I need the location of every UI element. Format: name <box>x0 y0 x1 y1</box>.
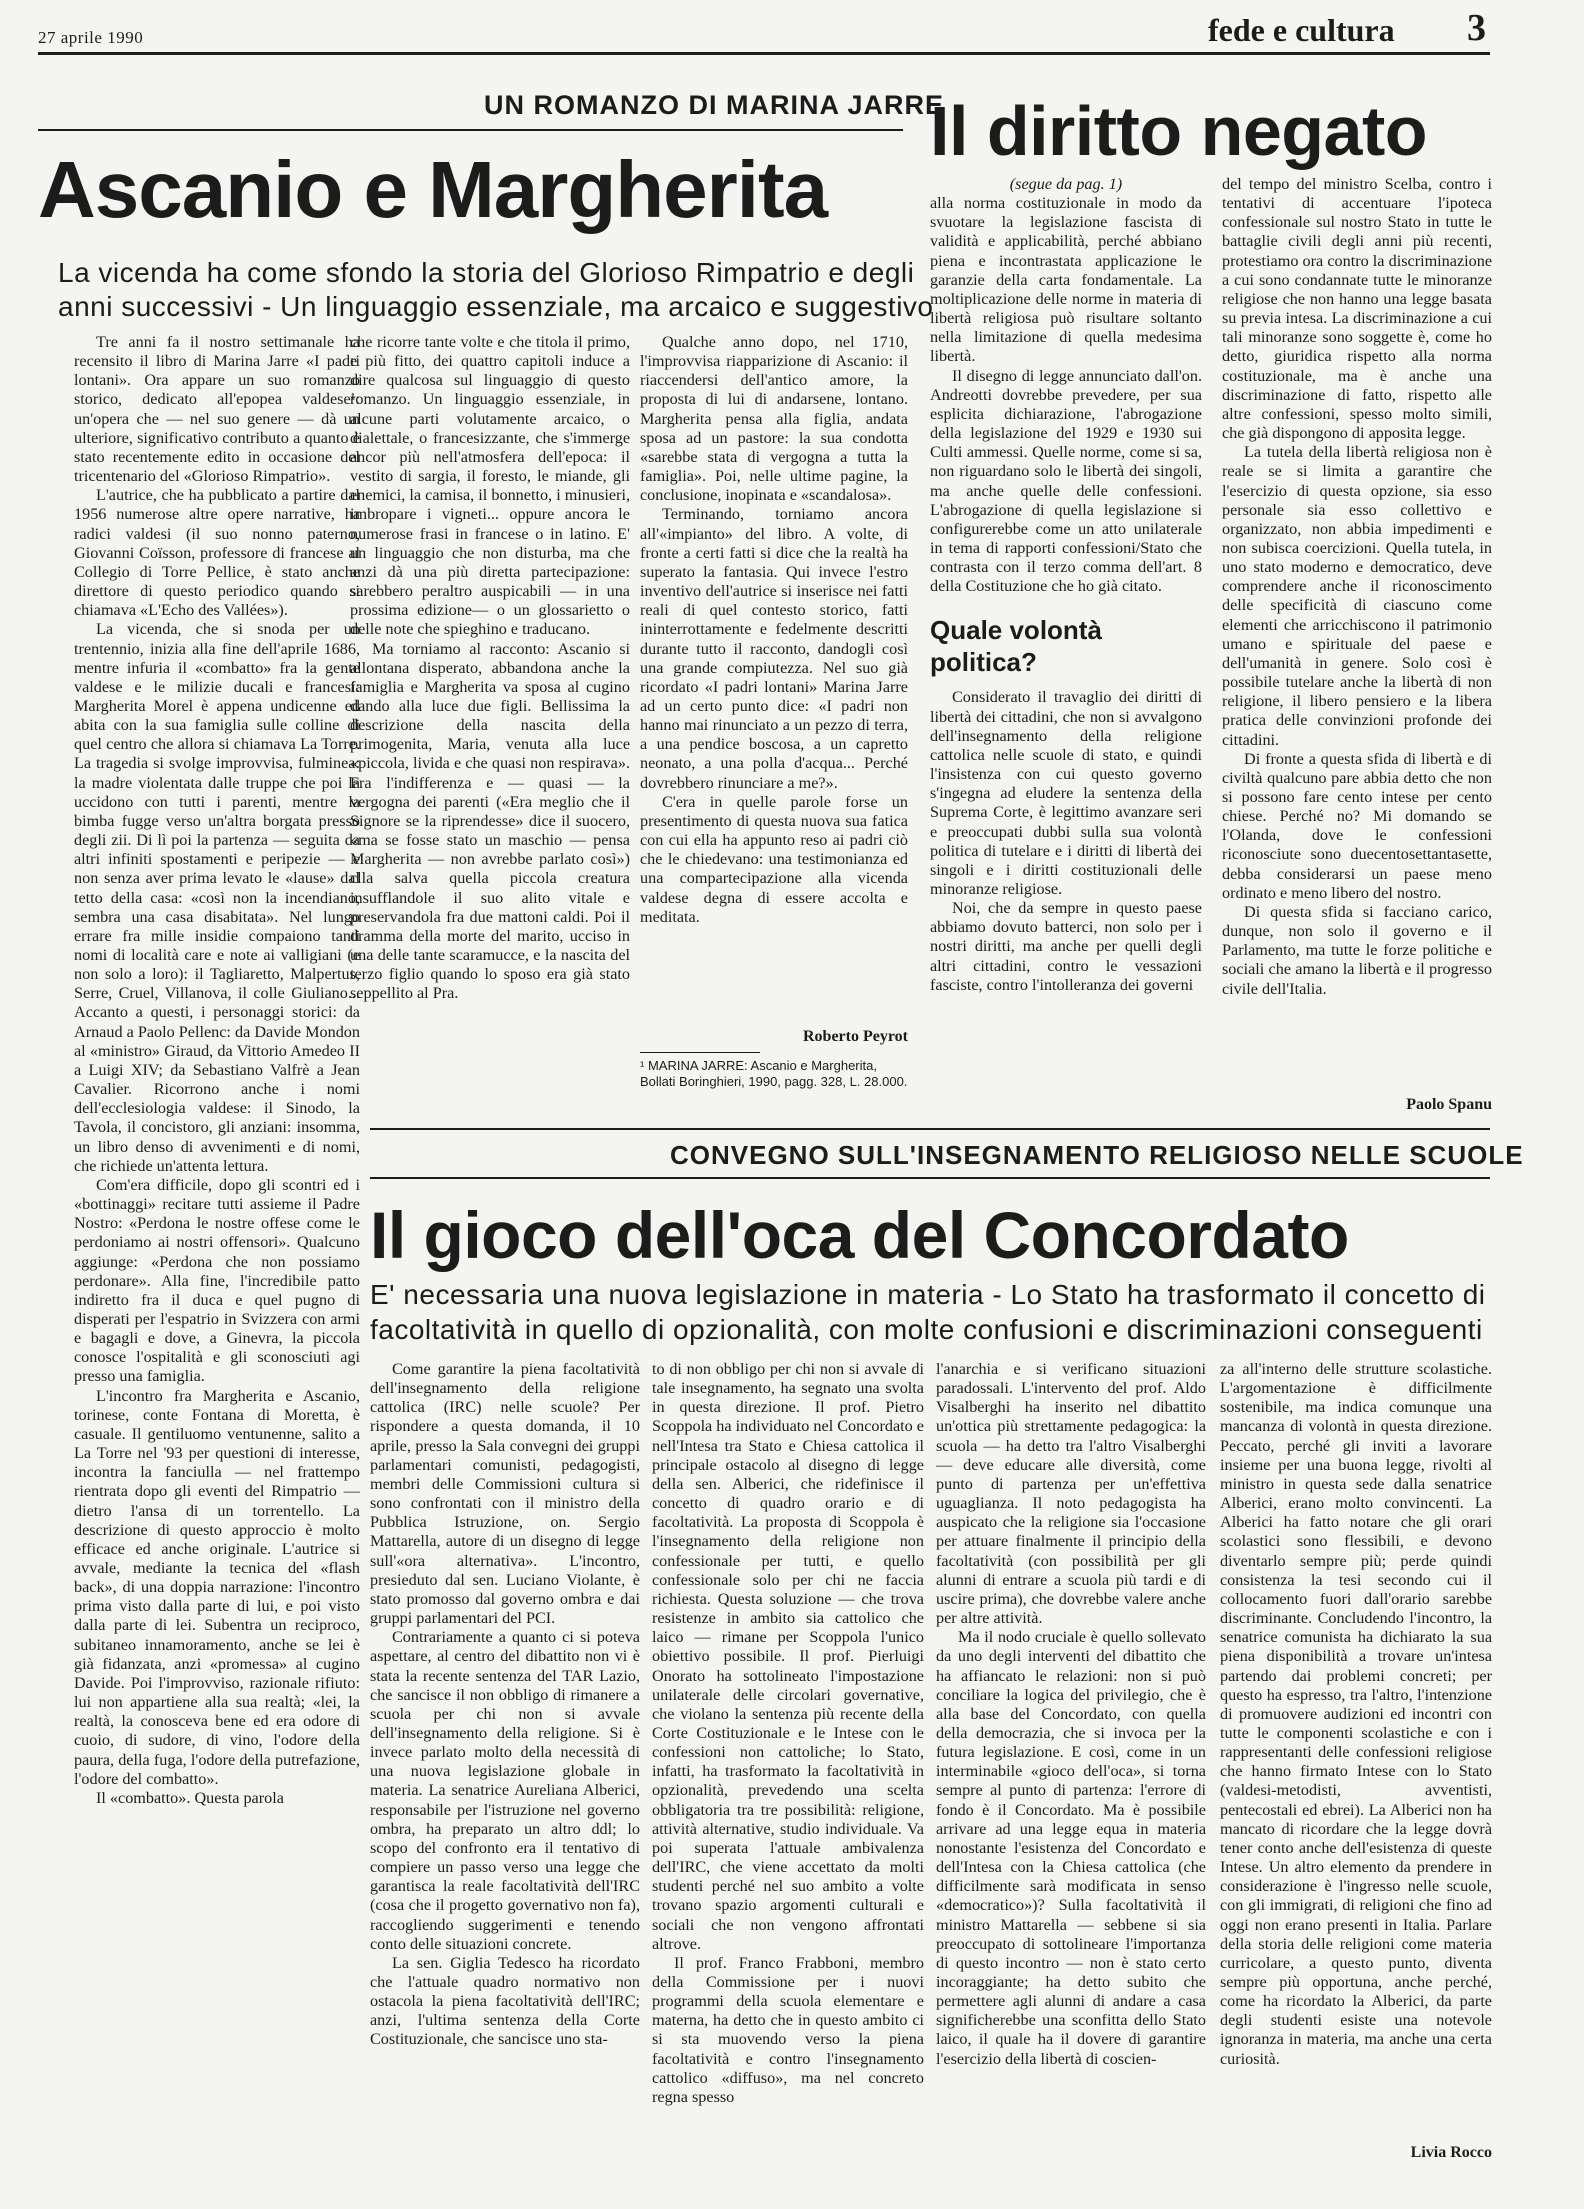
article1-footnote-rule <box>640 1052 760 1053</box>
article2-column-1b-text <box>930 688 1202 995</box>
paragraph: La vicenda, che si snoda per un trentennio, inizia alla fine dell'aprile 1686, mentre infuria il «combatto» fra la gente valdese e le milizie ducali e francesi: Margherita Morel è appena undicenne ed abita con la sua famiglia sulle colline di quel centro che allora si chiamava La Torre. La tragedia si svolge improvvisa, fulminea: la madre violentata dalle truppe che poi la uccidono con tutti i parenti, mentre la bimba fugge verso un'altra borgata presso degli zii. Di lì poi la partenza — seguita da altri infiniti spostamenti e peripezie — e non senza aver prima levato le «lause» dal tetto della casa: «così non la incendiano, sembra una casa disabitata». Nel lungo errare fra mille insidie compaiono tanti nomi di località care e note ai valligiani (e non solo a loro): il Tagliaretto, Malpertus, Serre, Cruel, Villanova, il colle Giuliano... Accanto a questi, i personaggi storici: da Arnaud a Paolo Pellenc: da Davide Mondon al «ministro» Giraud, da Vittorio Amedeo II a Luigi XIV; da Sebastiano Valfrè a Jean Cavalier. Ricorrono anche i nomi dell'ecclesiologia valdese: il Sinodo, la Tavola, il concistoro, gli anziani: insomma, un libro denso di avvenimenti e di nomi, che richiede un'attenta lettura. <box>74 620 360 1175</box>
paragraph: L'autrice, che ha pubblicato a partire dal 1956 numerose altre opere narrative, ha radici valdesi (il suo nonno paterno, Giovanni Coïsson, professore di francese al Collegio di Torre Pellice, è stato anche direttore di questo periodico quando si chiamava «L'Echo des Vallées»). <box>74 486 360 620</box>
article1-deck-line2: anni successivi - Un linguaggio essenziale, ma arcaico e suggestivo <box>58 291 934 322</box>
article1-headline: Ascanio e Margherita <box>38 145 828 234</box>
paragraph: Come garantire la piena facoltatività dell'insegnamento della religione cattolica (IRC) nelle scuole? Per rispondere a questa domanda, il 10 aprile, presso la Sala convegni dei gruppi parlamentari comunisti, pedagogisti, membri delle Commissioni cultura si sono confrontati con il ministro della Pubblica Istruzione, on. Sergio Mattarella, autore di un disegno di legge sull'«ora alternativa». L'incontro, presieduto dal sen. Luciano Violante, è stato promosso dal governo ombra e dai gruppi parlamentari del PCI. <box>370 1360 640 1628</box>
article3-column-4-text <box>1220 1360 1492 2069</box>
article2-subhead: Quale volontà politica? <box>930 615 1102 678</box>
page-number: 3 <box>1467 7 1486 49</box>
paragraph: Ma il nodo cruciale è quello sollevato da uno degli interventi del dibattito che ha affiancato le relazioni: non si può conciliare la logica del privilegio, che è alla base del Concordato, con quella della democrazia, che si invoca per la futura legislazione. E così, come in un interminabile «gioco dell'oca», si torna sempre al punto di partenza: l'errore di fondo è il Concordato. Ma è possibile arrivare ad una legge equa in materia nonostante l'esistenza del Concordato e dell'Intesa con la Chiesa cattolica (che difficilmente sarà modificata in senso «democratico»)? Sulla facoltatività il ministro Mattarella — sebbene si sia preoccupato di sottolineare l'importanza di questo incontro — non è stato certo incoraggiante; ha detto subito che permettere agli alunni di andare a casa significherebbe una sconfitta dello Stato laico, il quale ha il dovere di garantire l'esercizio della libertà di coscien- <box>936 1628 1206 2068</box>
paragraph: to di non obbligo per chi non si avvale di tale insegnamento, ha segnato una svolta in questa direzione. Il prof. Pietro Scoppola ha individuato nel Concordato e nell'Intesa tra Stato e Chiesa cattolica il principale ostacolo al disegno di legge della sen. Alberici, che ridefinisce il concetto di quadro orario e di facoltatività. La proposta di Scoppola è l'insegnamento della religione non confessionale per tutti, e quello confessionale solo per chi ne faccia richiesta. Questa soluzione — che trova resistenze in ambito sia cattolico che laico — rimane per Scoppola l'unico obiettivo possibile. Il prof. Pierluigi Onorato ha sottolineato l'impostazione unilaterale delle circolari governative, che violano la sentenza più recente della Corte Costituzionale e le Intese con le confessioni non cattoliche; lo Stato, infatti, ha trasformato la facoltatività in opzionalità, prevedendo una scelta obbligatoria tra tre possibilità: religione, attività alternative, studio individuale. Va poi superata l'attuale ambivalenza dell'IRC, che viene accettato da molti studenti perché nel suo ambito a volte trovano spazio argomenti culturali e sociali che non vengono affrontati altrove. <box>652 1360 924 1953</box>
article3-column-4 <box>1220 1360 1492 2140</box>
article1-deck-line1: La vicenda ha come sfondo la storia del Glorioso Rimpatrio e degli <box>58 257 915 288</box>
article3-kicker: CONVEGNO SULL'INSEGNAMENTO RELIGIOSO NELLE SCUOLE <box>670 1140 1524 1170</box>
article3-column-3 <box>936 1360 1206 2163</box>
article1-kicker-rule <box>38 129 903 131</box>
article1-column-2 <box>350 333 630 1103</box>
article1-signature: Roberto Peyrot <box>803 1028 908 1045</box>
article3-top-rule <box>370 1128 1490 1130</box>
header-rule <box>38 52 1490 55</box>
article1-column-1 <box>74 333 360 2163</box>
article1-footnote: ¹ MARINA JARRE: Ascanio e Margherita, Bollati Boringhieri, 1990, pagg. 328, L. 28.000. <box>640 1058 908 1089</box>
article2-column-1-text <box>930 194 1202 596</box>
article1-column-3 <box>640 333 908 1013</box>
article1-column-1-text <box>74 333 360 1808</box>
paragraph: Terminando, torniamo ancora all'«impianto» del libro. A volte, di fronte a certi fatti si dice che la realtà ha superato la fantasia. Qui invece l'estro inventivo dell'autrice si inserisce nei fatti reali di quel contesto storico, fatti ininterrottamente e fedelmente descritti durante tutto il racconto, dandogli così una grande compiutezza. Nel suo già ricordato «I padri lontani» Marina Jarre ad un certo punto dice: «I padri non hanno mai rinunciato a un pezzo di terra, a una pendice boscosa, a un capretto neonato, a una polla d'acqua... Perché dovrebbero rinunciare a me?». <box>640 505 908 792</box>
paragraph: Qualche anno dopo, nel 1710, l'improvvisa riapparizione di Ascanio: il riaccendersi dell'antico amore, la proposta di lui di andarsene, lontano. Margherita pensa alla figlia, andata sposa ad un pastore: la sua condotta «sarebbe stata di vergogna a tutta la famiglia». Poi, nelle ultime pagine, la conclusione, inopinata e «scandalosa». <box>640 333 908 505</box>
article3-deck-line1: E' necessaria una nuova legislazione in materia - Lo Stato ha trasformato il concetto di <box>370 1279 1486 1310</box>
article1-column-3-text <box>640 333 908 927</box>
paragraph: Noi, che da sempre in questo paese abbiamo dovuto batterci, non solo per i nostri diritti, ma anche per quelli degli altri cittadini, contro le vessazioni fasciste, contro l'intolleranza dei governi <box>930 899 1202 994</box>
article2-column-2-text <box>1222 175 1492 999</box>
article3-column-3-text <box>936 1360 1206 2069</box>
paragraph: Il disegno di legge annunciato dall'on. Andreotti dovrebbe prevedere, per sua esplicita dichiarazione, l'abrogazione della legislazione del 1929 e 1930 sui Culti ammessi. Quelle norme, come si sa, non riguardano solo le libertà dei singoli, ma anche quelle delle confessioni. L'abrogazione di quella legislazione si configurerebbe come un atto unilaterale in tema di rapporti confessioni/Stato che contrasta con il terzo comma dell'art. 8 della Costituzione che ho già citato. <box>930 366 1202 596</box>
article1-column-2-text <box>350 333 630 1003</box>
article3-kicker-rule <box>370 1177 1490 1179</box>
paragraph: C'era in quelle parole forse un presentimento di questa nuova sua fatica con cui ella ha appunto reso ai padri ciò che le chiedevano: una testimonianza ed una compartecipazione alla vicenda valdese degna di essere accolta e meditata. <box>640 792 908 926</box>
article2-signature: Paolo Spanu <box>1406 1096 1492 1113</box>
paragraph: Di fronte a questa sfida di libertà e di civiltà qualcuno pare abbia detto che non si possono fare cento intese per cento chiese. Perché no? Mi domando se l'Olanda, dove le confessioni riconosciute sono duecentosettantasette, debba considerarsi un paese meno ordinato e meno libero del nostro. <box>1222 749 1492 902</box>
article2-headline: Il diritto negato <box>930 92 1428 170</box>
paragraph: Tre anni fa il nostro settimanale ha recensito il libro di Marina Jarre «I padri lontani». Ora appare un suo romanzo storico, dedicato all'epopea valdese¹: un'opera che — nel suo genere — dà un ulteriore, significativo contributo a quanto è stato recentemente edito in occasione del tricentenario del «Glorioso Rimpatrio». <box>74 333 360 486</box>
paragraph: La sen. Giglia Tedesco ha ricordato che l'attuale quadro normativo non ostacola la piena facoltatività dell'IRC; anzi, l'ultima sentenza della Corte Costituzionale, che sancisce uno sta- <box>370 1953 640 2049</box>
paragraph: Ma torniamo al racconto: Ascanio si allontana disperato, abbandona anche la famiglia e Margherita va sposa al cugino dando alla luce due figli. Bellissima la descrizione della nascita della primogenita, Maria, venuta alla luce «piccola, livida e che quasi non respirava». Fra l'indifferenza e — quasi — la vergogna dei parenti («Era meglio che il Signore se la riprendesse» dice il suocero, «ma se fosse stato un maschio — pensa Margherita — non avrebbe parlato così») clla salva quella piccola creatura insufflandole il suo alito vitale e preservandola fra due mattoni caldi. Poi il dramma della morte del marito, ucciso in una delle tante scaramucce, e la nascita del terzo figlio quando lo sposo era già stato seppellito al Pra. <box>350 639 630 1003</box>
paragraph: l'anarchia e si verificano situazioni paradossali. L'intervento del prof. Aldo Visalberghi ha inserito nel dibattito un'ottica più strettamente pedagogica: la scuola — ha detto tra l'altro Visalberghi — deve educare alle diversità, come punto di partenza per un'effettiva uguaglianza. Il noto pedagogista ha auspicato che la religione sia l'occasione per attuare finalmente il principio della facoltatività (con possibilità per gli alunni di entrare a scuola più tardi e di uscire prima), che dovrebbe valere anche per altre attività. <box>936 1360 1206 1628</box>
paragraph: del tempo del ministro Scelba, contro i tentativi di accentuare l'ipoteca confessionale sul nostro Stato in tutte le battaglie civili degli anni più recenti, protestiamo ora contro la discriminazione a cui sono condannate tutte le minoranze religiose che non hanno una legge basata su previa intesa. La discriminazione a cui tali minoranze sono soggette è, come ho detto, giuridica rispetto alla norma costituzionale, ma è anche una discriminazione di fatto, rispetto alle altre confessioni, spesso molto simili, che già dispongono di apposita legge. <box>1222 175 1492 443</box>
page-date: 27 aprile 1990 <box>38 28 144 47</box>
paragraph: Il «combatto». Questa parola <box>96 1788 284 1807</box>
paragraph: alla norma costituzionale in modo da svuotare la legislazione fascista di validità e applicabilità, perché abbiano piena e incontrastata applicazione le garanzie della carta fondamentale. La moltiplicazione delle norme in materia di libertà religiosa può risultare soltanto nella limitazione di quella medesima libertà. <box>930 194 1202 366</box>
paragraph: za all'interno delle strutture scolastiche. L'argomentazione è difficilmente sostenibile, ma indica comunque una mancanza di volontà in questa direzione. Peccato, perché gli inviti a lavorare insieme per una buona legge, rivolti al ministro in questa sede dalla senatrice Alberici, erano molto convincenti. La Alberici ha fatto notare che gli orari scolastici sono flessibili, e devono diventarlo sempre più; perde quindi consistenza la tesi secondo cui il collocamento fuori dall'orario sarebbe discriminante. Concludendo l'incontro, la senatrice comunista ha dichiarato la sua piena disponibilità a trovare un'intesa partendo dai problemi concreti; per questo ha espresso, tra l'altro, l'intenzione di promuovere audizioni ed incontri con tutte le componenti scolastiche e con i rappresentanti delle confessioni religiose che hanno firmato Intese con lo Stato (valdesi-metodisti, avventisti, pentecostali ed ebrei). La Alberici non ha mancato di ricordare che la legge dovrà tener conto anche dell'esistenza di queste Intese. Un altro elemento da prendere in considerazione è l'ingresso nelle scuole, con gli immigrati, di religioni che fino ad oggi non erano presenti in Italia. Parlare della storia delle religioni come materia curricolare, a questo punto, diventa sempre più opportuna, anche perché, come ha ricordato la Alberici, da parte degli studenti esiste una notevole ignoranza in materia, ma anche una certa curiosità. <box>1220 1360 1492 2068</box>
paragraph: Com'era difficile, dopo gli scontri ed i «bottinaggi» recitare tutti assieme il Padre Nostro: «Perdona le nostre offese come le perdoniamo ai nostri offensori». Qualcuno aggiunge: «Perdona che non possiamo perdonare». Alla fine, l'incredibile patto indiretto fra il duca e quel pugno di disperati per l'espatrio in Svizzera con armi e bagagli e dove, a Ginevra, la piccola conosce l'ospitalità e gli sconosciuti agi presso una famiglia. <box>74 1175 360 1386</box>
paragraph: che ricorre tante volte e che titola il primo, e più fitto, dei quattro capitoli induce a dire qualcosa sul linguaggio di questo romanzo. Un linguaggio essenziale, in alcune parti volutamente arcaico, o dialettale, o francesizzante, che s'immerge ancor più nell'atmosfera dell'epoca: il vestito di sargia, il foresto, le miande, gli enemici, la camisa, il bonnetto, i minusieri, imbropare i vigneti... oppure ancora le numerose frasi in francese o in latino. E' un linguaggio che non disturba, ma che anzi dà una più diretta partecipazione: sarebbero peraltro auspicabili — in una prossima edizione— o un glossarietto o delle note che spieghino e traducano. <box>350 333 630 639</box>
article3-column-1 <box>370 1360 640 2163</box>
article2-column-1 <box>930 175 1202 1115</box>
paragraph: Considerato il travaglio dei diritti di libertà dei cittadini, che non si avvalgono dell'insegnamento della religione cattolica nelle scuole di stato, e quindi l'insistenza con cui questo governo s'ingegna ad eludere la sentenza della Suprema Corte, è legittimo avanzare seri e preoccupati dubbi sulla sua volontà politica di tutelare e i diritti di libertà dei singoli e i diritti costituzionali delle minoranze religiose. <box>930 688 1202 898</box>
article1-kicker: UN ROMANZO DI MARINA JARRE <box>484 90 944 120</box>
paragraph: La tutela della libertà religiosa non è reale se si limita a garantire che l'esercizio di questa opzione, sia esso personale sia esso collettivo e organizzato, non abbia impedimenti e non subisca coercizioni. Quella tutela, in uno stato moderno e democratico, deve comprendere anche il riconoscimento delle specificità di ciascuno come elementi che arricchiscono il patrimonio umano e spirituale del paese e dell'umanità in genere. Solo così è possibile tutelare anche la libertà di non religione, il libero pensiero e la libera pratica delle convinzioni profonde dei cittadini. <box>1222 443 1492 749</box>
paragraph: Di questa sfida si facciano carico, dunque, non solo il governo e il Parlamento, ma tutte le forze politiche e sociali che amano la libertà e il progresso civile dell'Italia. <box>1222 902 1492 998</box>
paragraph: Il prof. Franco Frabboni, membro della Commissione per i nuovi programmi della scuola elementare e materna, ha detto che in questo ambito ci si sta muovendo verso la piena facoltatività e contro l'insegnamento cattolico «diffuso», ma nel concreto regna spesso <box>652 1953 924 2106</box>
article2-continuation: (segue da pag. 1) <box>1009 175 1123 193</box>
article3-signature: Livia Rocco <box>1410 2144 1492 2161</box>
article3-column-1-text <box>370 1360 640 2050</box>
article3-column-2 <box>652 1360 924 2163</box>
paragraph: L'incontro fra Margherita e Ascanio, torinese, conte Fontana di Moretta, è casuale. Il gentiluomo ventunenne, salito a La Torre nel '93 per questioni di interesse, incontra la fanciulla — nel frattempo rientrata dopo gli eventi del Rimpatrio — dietro l'ansa di un torrentello. La descrizione di questo approccio è molto efficace ed anche originale. L'autrice si avvale, mediante la tecnica del «flash back», di una doppia narrazione: l'incontro prima visto dalla parte di lui, e poi visto dalla parte di lei. Subentra un reciproco, subitaneo innamoramento, anche se lei è già fidanzata, anzi «promessa» al cugino Davide. Poi l'improvviso, razionale rifiuto: lui non appartiene alla sua realtà; «lei, la realtà, la conosceva bene ed era odore di cuoio, di sudore, di vino, l'odore della paura, della fuga, l'odore della putrefazione, l'odore del combatto». <box>74 1386 360 1788</box>
article3-deck-line2: facoltatività in quello di opzionalità, con molte confusioni e discriminazioni conseguenti <box>370 1314 1483 1345</box>
article3-column-2-text <box>652 1360 924 2107</box>
paragraph: Contrariamente a quanto ci si poteva aspettare, al centro del dibattito non vi è stata la recente sentenza del TAR Lazio, che sancisce il non obbligo di rimanere a scuola per chi non si avvale dell'insegnamento della religione. Si è invece parlato molto della necessità di una nuova legislazione globale in materia. La senatrice Aureliana Alberici, responsabile per l'istruzione nel governo ombra, ha preparato un altro ddl; lo scopo del confronto era il tentativo di compiere un passo verso una legge che garantisca la reale facoltatività dell'IRC (cosa che il progetto governativo non fa), raccogliendo suggerimenti e tenendo conto delle situazioni concrete. <box>370 1628 640 1953</box>
section-title: fede e cultura <box>1208 12 1395 48</box>
article2-column-2 <box>1222 175 1492 1095</box>
article3-headline: Il gioco dell'oca del Concordato <box>370 1198 1349 1272</box>
